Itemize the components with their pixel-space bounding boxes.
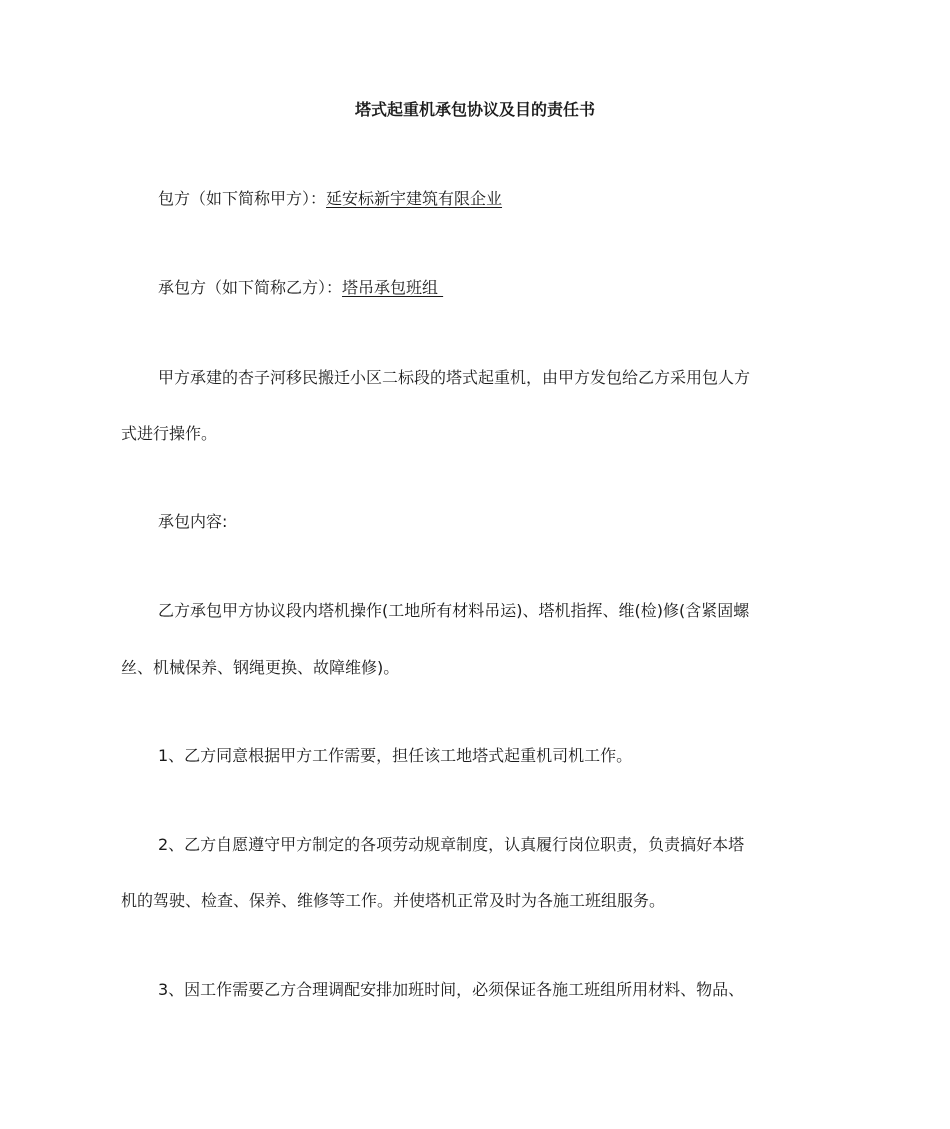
party-b-label: 承包方（如下简称乙方）： [158, 278, 343, 297]
party-b-value: 塔吊承包班组 [342, 278, 444, 297]
content-heading: 承包内容: [158, 512, 228, 531]
intro-paragraph-line-1: 甲方承建的杏子河移民搬迁小区二标段的塔式起重机，由甲方发包给乙方采用包人方 [158, 368, 751, 387]
clause-3-line-1: 3、因工作需要乙方合理调配安排加班时间，必须保证各施工班组所用材料、物品、 [158, 980, 745, 999]
party-a-value: 延安标新宇建筑有限企业 [326, 189, 503, 208]
intro-paragraph-line-2: 式进行操作。 [121, 424, 218, 443]
party-b-line [158, 276, 833, 300]
party-a-line [158, 187, 833, 211]
clause-1-line-1: 1、乙方同意根据甲方工作需要，担任该工地塔式起重机司机工作。 [158, 746, 633, 765]
content-paragraph-line-2: 丝、机械保养、钢绳更换、故障维修)。 [121, 658, 400, 677]
clause-2-line-2: 机的驾驶、检查、保养、维修等工作。并使塔机正常及时为各施工班组服务。 [121, 891, 666, 910]
document-title: 塔式起重机承包协议及目的责任书 [354, 100, 595, 119]
party-a-label: 包方（如下简称甲方）： [158, 189, 327, 208]
content-paragraph-line-1: 乙方承包甲方协议段内塔机操作(工地所有材料吊运)、塔机指挥、维(检)修(含紧固螺 [158, 601, 750, 620]
clause-2-line-1: 2、乙方自愿遵守甲方制定的各项劳动规章制度，认真履行岗位职责，负责搞好本塔 [158, 835, 745, 854]
